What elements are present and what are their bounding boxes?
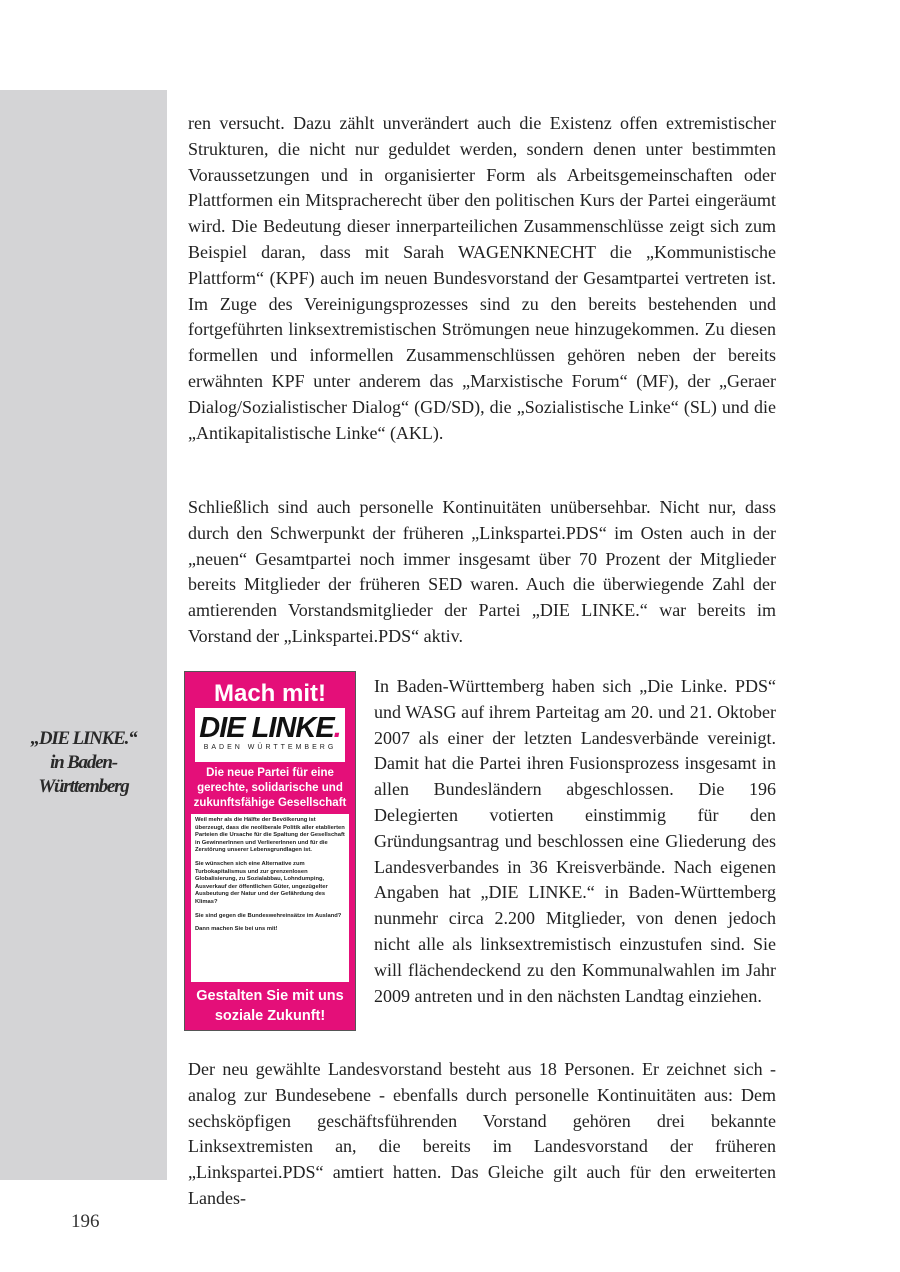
poster-body-para: Dann machen Sie bei uns mit! [195, 926, 278, 933]
margin-note-line-2: in Baden- [50, 752, 117, 773]
party-logo [195, 708, 345, 762]
paragraph-2: Schließlich sind auch personelle Kontinuitäten unübersehbar. Nicht nur, dass durch den Schwerpunkt der früheren „Linkspartei.PDS“ im Osten auch in der „neuen“ Gesamtpartei noch immer insgesamt über 70 Prozent der Mitglieder bereits Mitglieder der früheren SED waren. Auch die überwiegende Zahl der amtierenden Vorstandsmitglieder der Partei „DIE LINKE.“ war bereits im Vorstand der „Linkspartei.PDS“ aktiv. [188, 497, 776, 646]
logo-wordmark: DIE LINKE. [199, 712, 341, 744]
poster-body-para: Weil mehr als die Hälfte der Bevölkerung ist überzeugt, dass die neoliberale Politik aller etablierten Parteien die Ursache für die Spaltung der Gesellschaft in GewinnerInnen und VerliererInnen und für die Zerstörung unserer Lebensgrundlagen ist. [195, 817, 345, 854]
poster-footer: Gestalten Sie mit uns soziale Zukunft! [196, 988, 344, 1024]
poster-body-para: Sie wünschen sich eine Alternative zum Turbokapitalismus und zur grenzenlosen Globalisierung, zu Sozialabbau, Lohndumping, Ausverkauf der öffentlichen Güter, ungezügelter Ausbeutung der Natur und der Gefährdung des Klimas? [195, 860, 328, 905]
margin-note-line-1: „DIE LINKE.“ [30, 728, 137, 749]
poster-subtitle: Die neue Partei für eine gerechte, solidarische und zukunftsfähige Gesellschaft [193, 767, 347, 809]
poster-body [191, 814, 349, 982]
page-number: 196 [71, 1211, 100, 1232]
margin-sidebar [0, 90, 167, 1180]
paragraph-3: In Baden-Württemberg haben sich „Die Linke. PDS“ und WASG auf ihrem Parteitag am 20. und 21. Oktober 2007 als einer der letzten Landesverbände vereinigt. Damit hat die Partei ihren Fusionsprozess insgesamt in allen Bundesländern abgeschlossen. Die 196 Delegierten votierten einstimmig für den Gründungsantrag und beschlossen eine Gliederung des Landesverbandes in 36 Kreisverbände. Nach eigenen Angaben hat „DIE LINKE.“ in Baden-Württemberg nunmehr circa 2.200 Mitglieder, von denen jedoch nicht alle als linksextremistisch einzustufen sind. Sie will flächendeckend zu den Kommunalwahlen im Jahr 2009 antreten und in den nächsten Landtag einziehen. [374, 676, 776, 1006]
paragraph-4: Der neu gewählte Landesvorstand besteht aus 18 Personen. Er zeichnet sich - analog zur Bundesebene - ebenfalls durch personelle Kontinuitäten aus: Dem sechsköpfigen geschäftsführenden Vorstand gehören drei bekannte Linksextremisten an, die bereits im Landesvorstand der früheren „Linkspartei.PDS“ amtiert hatten. Das Gleiche gilt auch für den erweiterten Landes- [188, 1059, 776, 1208]
paragraph-1: ren versucht. Dazu zählt unverändert auch die Existenz offen extremistischer Strukturen, die nicht nur geduldet werden, sondern denen unter bestimmten Voraussetzungen und in organisierter Form als Arbeitsgemeinschaften oder Plattformen ein Mitspracherecht über den politischen Kurs der Partei eingeräumt wird. Die Bedeutung dieser innerparteilichen Zusammenschlüsse zeigt sich zum Beispiel daran, dass mit Sarah WAGENKNECHT die „Kommunistische Plattform“ (KPF) auch im neuen Bundesvorstand der Gesamtpartei vertreten ist. Im Zuge des Vereinigungsprozesses sind zu den bereits bestehenden und fortgeführten linksextremistischen Strömungen neue hinzugekommen. Zu diesen formellen und informellen Zusammenschlüssen gehören neben der bereits erwähnten KPF unter anderem das „Marxistische Forum“ (MF), der „Geraer Dialog/Sozialistischer Dialog“ (GD/SD), die „Sozialistische Linke“ (SL) und die „Antikapitalistische Linke“ (AKL). [188, 113, 776, 443]
margin-note-line-3: Württemberg [38, 776, 129, 797]
logo-region: BADEN WÜRTTEMBERG [203, 744, 337, 751]
poster-headline: Mach mit! [213, 680, 326, 707]
margin-note [6, 727, 161, 799]
poster-body-para: Sie sind gegen die Bundeswehreinsätze im Ausland? [195, 912, 342, 919]
campaign-poster [185, 672, 355, 1030]
